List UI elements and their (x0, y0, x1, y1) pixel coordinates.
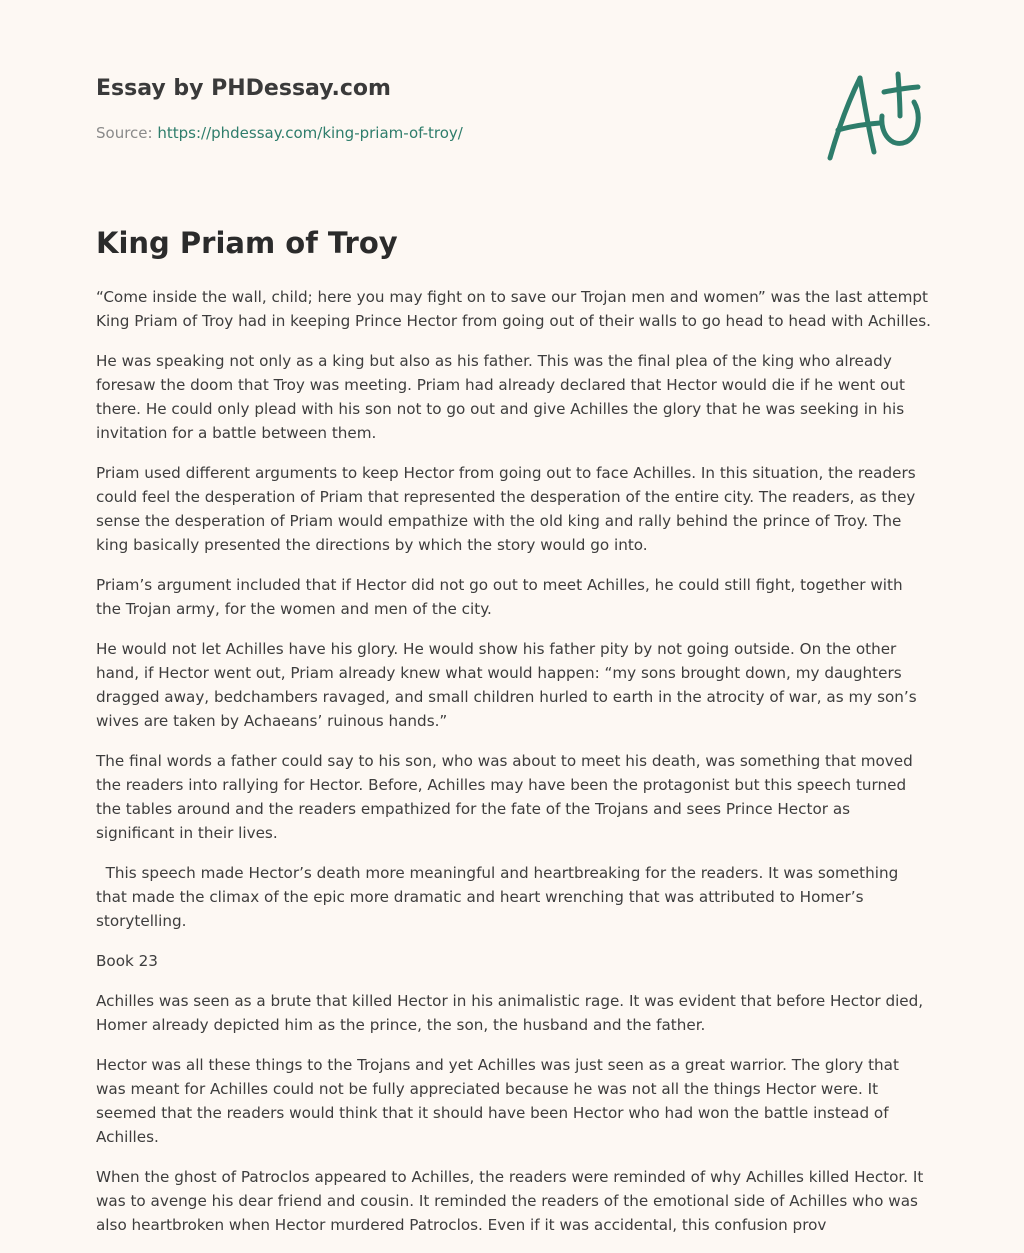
paragraph: The final words a father could say to his son, who was about to meet his death, was something that moved the readers into rallying for Hector. Before, Achilles may have been the protagonist but this speech turned the tables around and the readers empathized for the fate of the Trojans and sees Prince Hector as significant in their lives. (96, 752, 913, 842)
paragraph: Achilles was seen as a brute that killed Hector in his animalistic rage. It was evident that before Hector died, Homer already depicted him as the prince, the son, the husband and the father. (96, 992, 924, 1034)
paragraph: He was speaking not only as a king but also as his father. This was the final plea of the king who already foresaw the doom that Troy was meeting. Priam had already declared that Hector would die if he went out there. He could only plead with his son not to go out and give Achilles the glory that he was seeking in his invitation for a battle between them. (96, 352, 905, 442)
paragraph: Priam used different arguments to keep Hector from going out to face Achilles. In this situation, the readers could feel the desperation of Priam that represented the desperation of the entire city. The readers, as they sense the desperation of Priam would empathize with the old king and rally behind the prince of Troy. The king basically presented the directions by which the story would go into. (96, 464, 916, 554)
paragraph: This speech made Hector’s death more meaningful and heartbreaking for the readers. It was something that made the climax of the epic more dramatic and heart wrenching that was attributed to Homer’s storytelling. (96, 864, 904, 930)
site-title: Essay by PHDessay.com (96, 76, 391, 101)
source-link[interactable]: https://phdessay.com/king-priam-of-troy/ (157, 124, 463, 142)
essay-body (96, 285, 932, 1253)
paragraph: “Come inside the wall, child; here you may fight on to save our Trojan men and women” was the last attempt King Priam of Troy had in keeping Prince Hector from going out of their walls to go head to head with Achilles. (96, 288, 931, 330)
paragraph: He would not let Achilles have his glory. He would show his father pity by not going outside. On the other hand, if Hector went out, Priam already knew what would happen: “my sons brought down, my daughters dragged away, bedchambers ravaged, and small children hurled to earth in the atrocity of war, as my son’s wives are taken by Achaeans’ ruinous hands.” (96, 640, 917, 730)
a-plus-logo-icon (822, 68, 926, 164)
essay-title: King Priam of Troy (96, 226, 398, 260)
paragraph: Priam’s argument included that if Hector did not go out to meet Achilles, he could still fight, together with the Trojan army, for the women and men of the city. (96, 576, 903, 618)
source-line (96, 124, 463, 142)
paragraph: When the ghost of Patroclos appeared to Achilles, the readers were reminded of why Achilles killed Hector. It was to avenge his dear friend and cousin. It reminded the readers of the emotional side of Achilles who was also heartbroken when Hector murdered Patroclos. Even if it was accidental, this confusion prov (96, 1168, 924, 1234)
paragraph: Hector was all these things to the Trojans and yet Achilles was just seen as a great warrior. The glory that was meant for Achilles could not be fully appreciated because he was not all the things Hector were. It seemed that the readers would think that it should have been Hector who had won the battle instead of Achilles. (96, 1056, 899, 1146)
source-label: Source: (96, 124, 153, 142)
section-heading: Book 23 (96, 952, 158, 970)
